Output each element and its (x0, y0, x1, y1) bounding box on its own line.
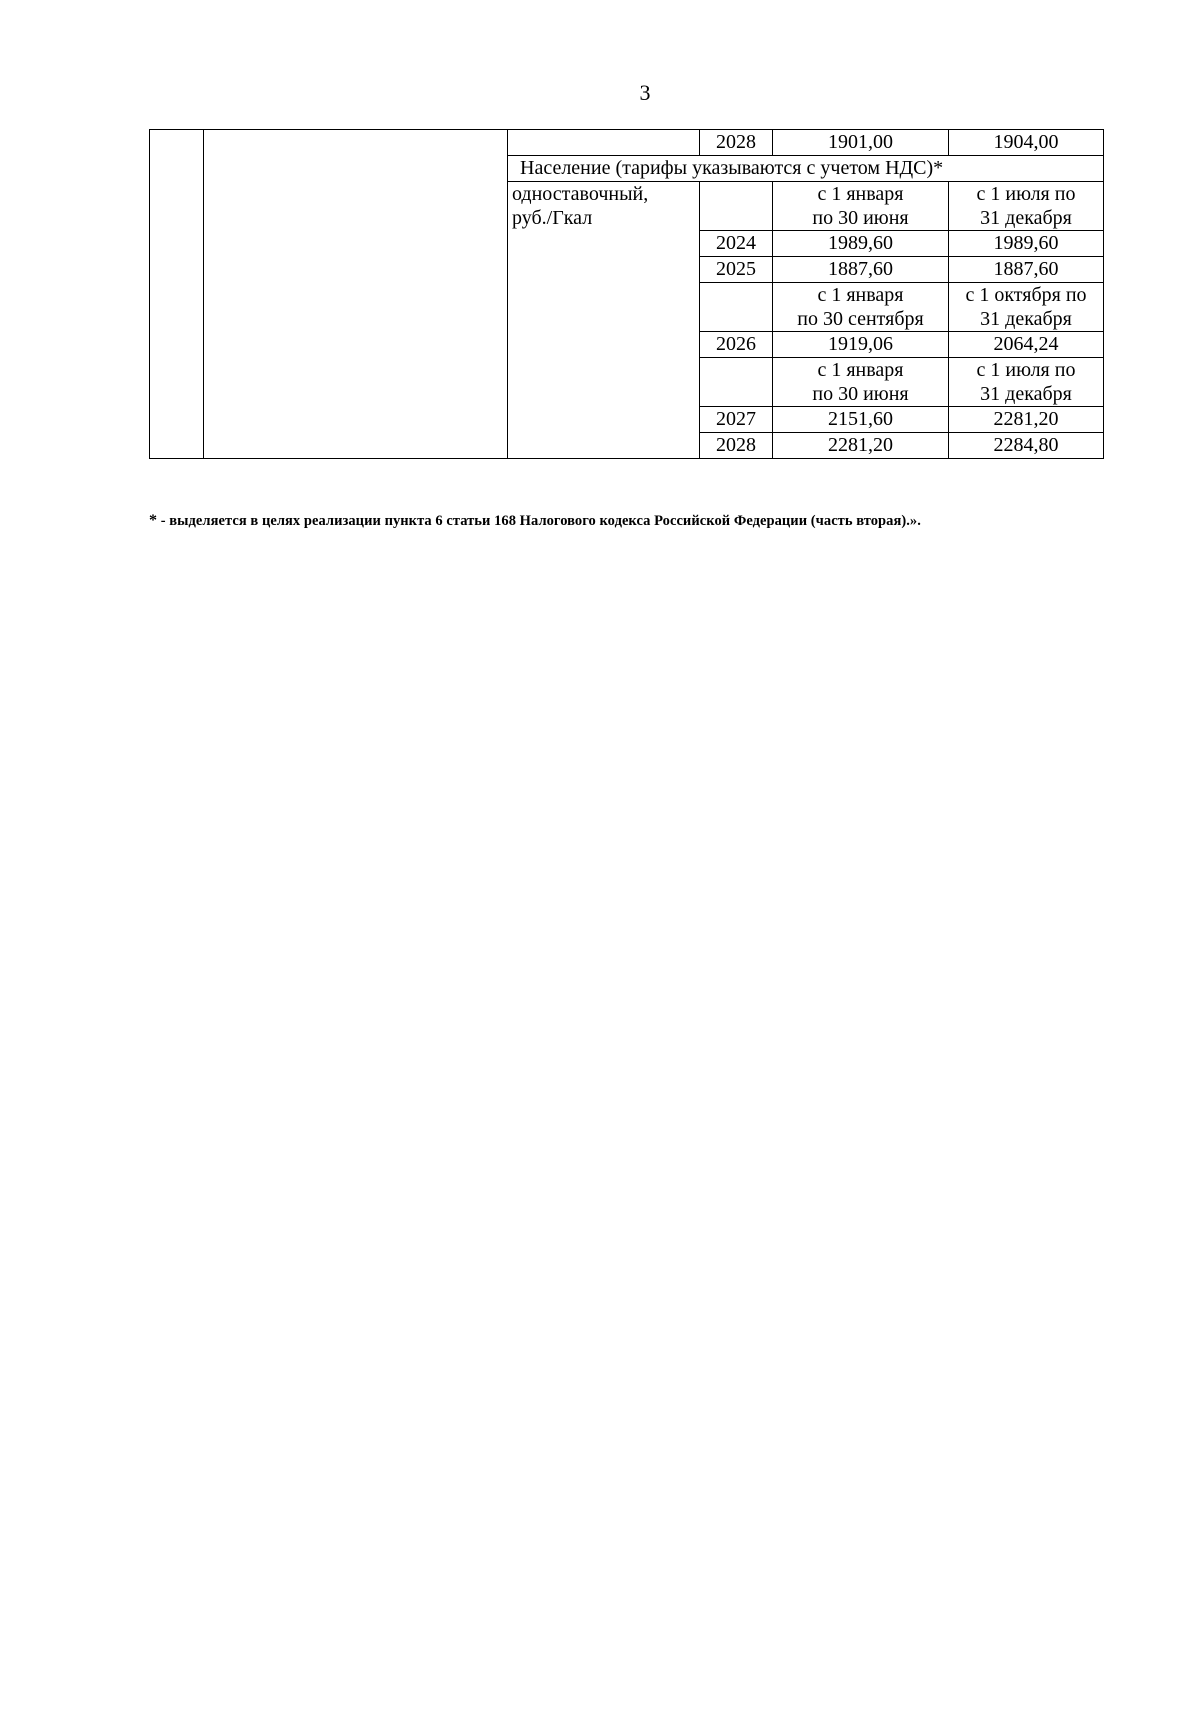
period-line: по 30 июня (812, 383, 909, 405)
period-cell (949, 283, 1104, 332)
value-cell: 1887,60 (949, 257, 1104, 283)
value-cell: 1919,06 (773, 332, 949, 358)
year-cell: 2024 (700, 231, 773, 257)
value-cell: 1904,00 (949, 130, 1104, 156)
value-cell: 1887,60 (773, 257, 949, 283)
period-line: с 1 января (817, 359, 904, 381)
period-line: по 30 сентября (797, 308, 924, 330)
rate-type-line: одноставочный, (512, 183, 649, 205)
footnote-marker: * (149, 512, 158, 529)
year-cell: 2028 (700, 130, 773, 156)
rate-type-cell (508, 182, 700, 459)
footnote-text: - выделяется в целях реализации пункта 6 статьи 168 Налогового кодекса Российской Федерации (часть вторая).». (157, 513, 921, 529)
rate-type-line: руб./Гкал (512, 207, 593, 229)
value-cell: 2284,80 (949, 433, 1104, 459)
empty-cell (700, 283, 773, 332)
period-line: с 1 января (817, 183, 904, 205)
empty-cell (508, 130, 700, 156)
empty-cell-number (150, 130, 204, 459)
year-cell: 2025 (700, 257, 773, 283)
period-line: с 1 июля по (976, 183, 1076, 205)
value-cell: 2281,20 (949, 407, 1104, 433)
year-cell: 2026 (700, 332, 773, 358)
period-line: по 30 июня (812, 207, 909, 229)
empty-cell-name (204, 130, 508, 459)
period-line: 31 декабря (980, 207, 1072, 229)
value-cell: 1989,60 (949, 231, 1104, 257)
section-header: Население (тарифы указываются с учетом НДС)* (508, 156, 1104, 182)
period-line: 31 декабря (980, 308, 1072, 330)
value-cell: 1989,60 (773, 231, 949, 257)
value-cell: 1901,00 (773, 130, 949, 156)
period-cell (773, 358, 949, 407)
period-line: с 1 октября по (965, 284, 1087, 306)
footnote (149, 512, 921, 530)
page-number: 3 (639, 80, 651, 105)
period-cell (949, 182, 1104, 231)
period-cell (949, 358, 1104, 407)
value-cell: 2151,60 (773, 407, 949, 433)
value-cell: 2281,20 (773, 433, 949, 459)
value-cell: 2064,24 (949, 332, 1104, 358)
tariff-table (149, 129, 1104, 459)
empty-cell (700, 358, 773, 407)
period-cell (773, 182, 949, 231)
period-line: с 1 января (817, 284, 904, 306)
year-cell: 2028 (700, 433, 773, 459)
period-cell (773, 283, 949, 332)
period-line: с 1 июля по (976, 359, 1076, 381)
table-row (150, 130, 1104, 156)
period-line: 31 декабря (980, 383, 1072, 405)
year-cell: 2027 (700, 407, 773, 433)
empty-cell (700, 182, 773, 231)
